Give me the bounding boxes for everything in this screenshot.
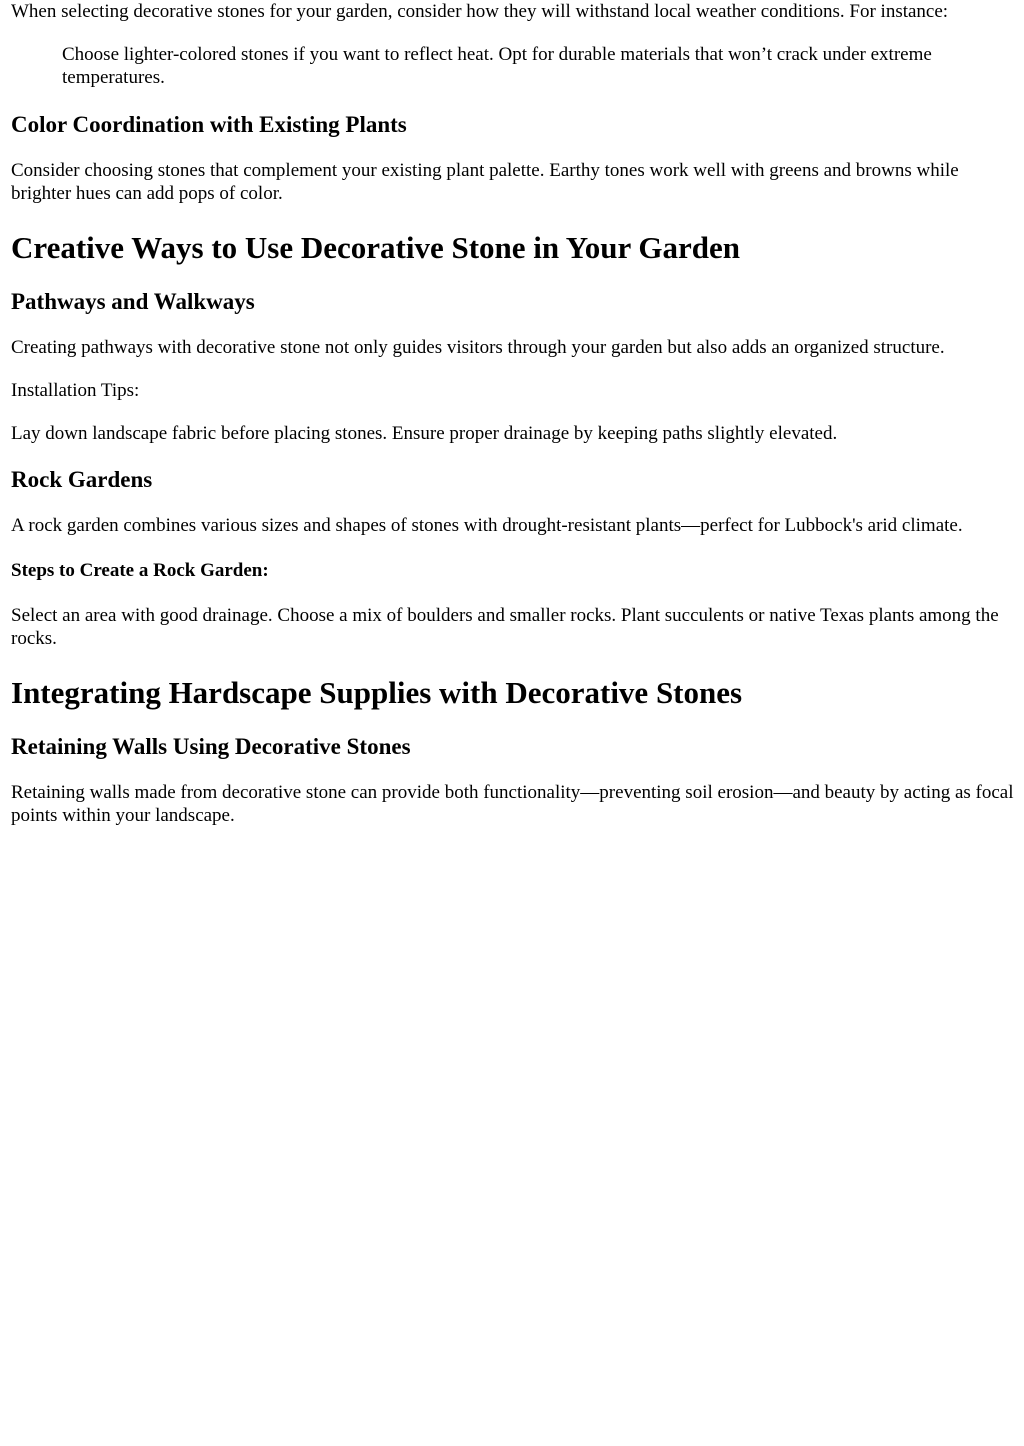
pathways-paragraph: Creating pathways with decorative stone not only guides visitors through your garden but also adds an organized structure. [11, 337, 945, 358]
retaining-walls-heading: Retaining Walls Using Decorative Stones [11, 734, 411, 759]
weather-tips-quote: Choose lighter-colored stones if you want to reflect heat. Opt for durable materials that won’t crack under extreme temperatures. [62, 44, 932, 88]
rock-gardens-paragraph: A rock garden combines various sizes and shapes of stones with drought-resistant plants—perfect for Lubbock's arid climate. [11, 515, 963, 536]
installation-tips-text: Lay down landscape fabric before placing stones. Ensure proper drainage by keeping paths slightly elevated. [11, 423, 838, 444]
color-coordination-heading: Color Coordination with Existing Plants [11, 112, 407, 137]
rock-garden-steps-text: Select an area with good drainage. Choose a mix of boulders and smaller rocks. Plant succulents or native Texas plants among the rocks. [11, 605, 999, 649]
intro-paragraph: When selecting decorative stones for your garden, consider how they will withstand local weather conditions. For instance: [11, 1, 949, 22]
rock-garden-steps-heading: Steps to Create a Rock Garden: [11, 560, 269, 581]
hardscape-heading: Integrating Hardscape Supplies with Decorative Stones [11, 675, 743, 710]
creative-ways-heading: Creative Ways to Use Decorative Stone in Your Garden [11, 230, 740, 265]
color-coordination-paragraph: Consider choosing stones that complement your existing plant palette. Earthy tones work well with greens and browns while brighter hues can add pops of color. [11, 160, 959, 204]
retaining-walls-paragraph: Retaining walls made from decorative stone can provide both functionality—preventing soil erosion—and beauty by acting as focal points within your landscape. [11, 782, 1014, 826]
pathways-heading: Pathways and Walkways [11, 289, 255, 314]
rock-gardens-heading: Rock Gardens [11, 467, 153, 492]
installation-tips-label: Installation Tips: [11, 380, 140, 401]
